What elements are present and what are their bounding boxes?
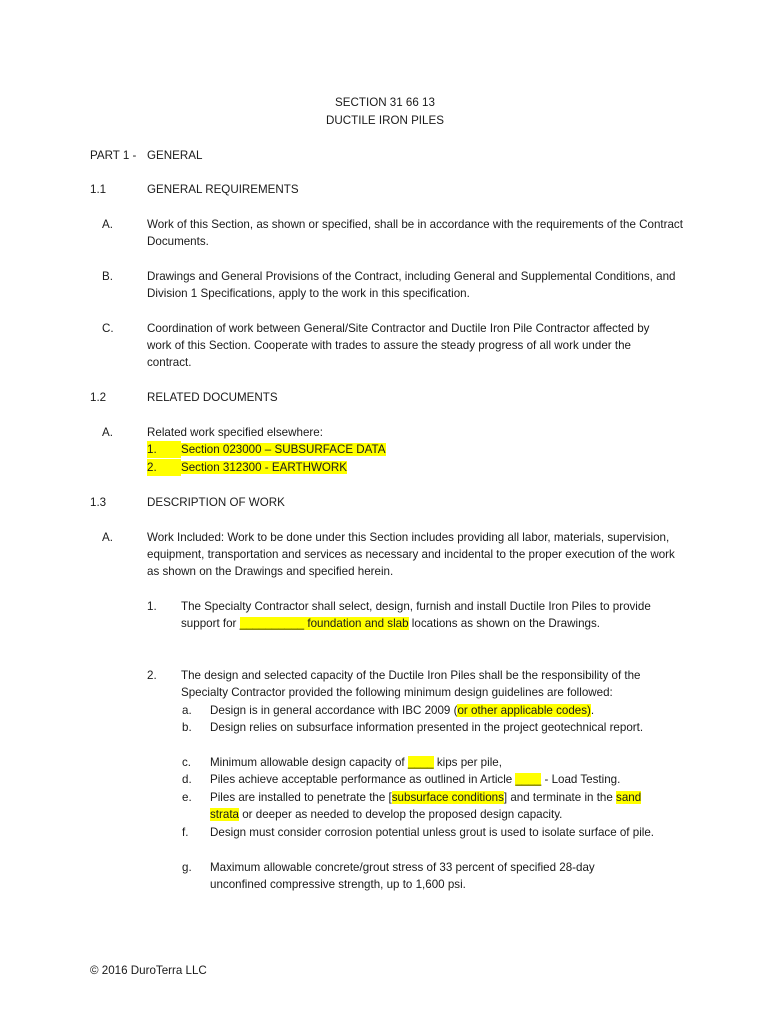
article-number: 1.2 <box>90 391 107 404</box>
sub-item-label: e. <box>182 791 192 804</box>
article-title: GENERAL REQUIREMENTS <box>147 183 299 196</box>
sub-item-text: Minimum allowable design capacity of ____ kips per pile, <box>210 756 502 769</box>
list-item-text: The Specialty Contractor shall select, design, furnish and install Ductile Iron Piles to provide support for __________ foundation and slab locations as shown on the Drawings. <box>181 600 651 630</box>
list-item <box>147 459 347 476</box>
paragraph-label: B. <box>102 270 113 283</box>
paragraph-text: Related work specified elsewhere: <box>147 426 323 439</box>
sub-item-text: Piles achieve acceptable performance as outlined in Article ____ - Load Testing. <box>210 773 621 786</box>
list-item <box>147 441 386 458</box>
paragraph-text: Work Included: Work to be done under this Section includes providing all labor, materials, supervision, equipment, transportation and services as necessary and incidental to the proper execution of the work as shown on the Drawings and specified herein. <box>147 531 675 578</box>
highlighted-text: ____ <box>407 756 434 769</box>
sub-item-label: d. <box>182 773 192 786</box>
sub-item-text: Maximum allowable concrete/grout stress of 33 percent of specified 28-day unconfined compressive strength, up to 1,600 psi. <box>210 861 595 891</box>
sub-item-text: Design is in general accordance with IBC 2009 (or other applicable codes). <box>210 704 595 717</box>
highlighted-text: subsurface conditions <box>391 791 504 804</box>
list-item-number: 1. <box>147 600 157 613</box>
paragraph-label: A. <box>102 531 113 544</box>
sub-item-label: f. <box>182 826 189 839</box>
article-number: 1.1 <box>90 183 107 196</box>
part-number: PART 1 - <box>90 149 137 162</box>
highlighted-text: or other applicable codes) <box>457 704 591 717</box>
article-title: RELATED DOCUMENTS <box>147 391 278 404</box>
article-number: 1.3 <box>90 496 107 509</box>
list-item-text: The design and selected capacity of the Ductile Iron Piles shall be the responsibility of the Specialty Contractor provided the following minimum design guidelines are followed: <box>181 669 641 699</box>
list-item-text: Section 312300 - EARTHWORK <box>181 461 348 474</box>
part-title: GENERAL <box>147 149 203 162</box>
list-item-number: 1. <box>147 441 181 458</box>
list-item-number: 2. <box>147 669 157 682</box>
section-title: DUCTILE IRON PILES <box>326 114 444 127</box>
paragraph-text: Drawings and General Provisions of the Contract, including General and Supplemental Conditions, and Division 1 Specifications, apply to the work in this specification. <box>147 270 676 300</box>
footer-copyright: © 2016 DuroTerra LLC <box>90 964 207 977</box>
highlighted-text: sand strata <box>210 791 642 821</box>
list-item-number: 2. <box>147 459 181 476</box>
article-title: DESCRIPTION OF WORK <box>147 496 285 509</box>
sub-item-text: Design relies on subsurface information presented in the project geotechnical report. <box>210 721 644 734</box>
sub-item-text: Piles are installed to penetrate the [subsurface conditions] and terminate in the sand strata or deeper as needed to develop the proposed design capacity. <box>210 791 642 821</box>
paragraph-text: Work of this Section, as shown or specified, shall be in accordance with the requirements of the Contract Documents. <box>147 218 683 248</box>
list-item-text: Section 023000 – SUBSURFACE DATA <box>181 443 386 456</box>
sub-item-label: c. <box>182 756 192 769</box>
paragraph-text: Coordination of work between General/Site Contractor and Ductile Iron Pile Contractor affected by work of this Section. Cooperate with trades to assure the steady progress of all work under the contract. <box>147 322 650 369</box>
paragraph-label: A. <box>102 218 113 231</box>
sub-item-label: g. <box>182 861 192 874</box>
section-number: SECTION 31 66 13 <box>335 96 435 109</box>
sub-item-label: b. <box>182 721 192 734</box>
paragraph-label: A. <box>102 426 113 439</box>
highlighted-text: __________ foundation and slab <box>239 617 409 630</box>
highlighted-text: ____ <box>515 773 542 786</box>
paragraph-label: C. <box>102 322 114 335</box>
sub-item-label: a. <box>182 704 192 717</box>
sub-item-text: Design must consider corrosion potential unless grout is used to isolate surface of pile. <box>210 826 655 839</box>
